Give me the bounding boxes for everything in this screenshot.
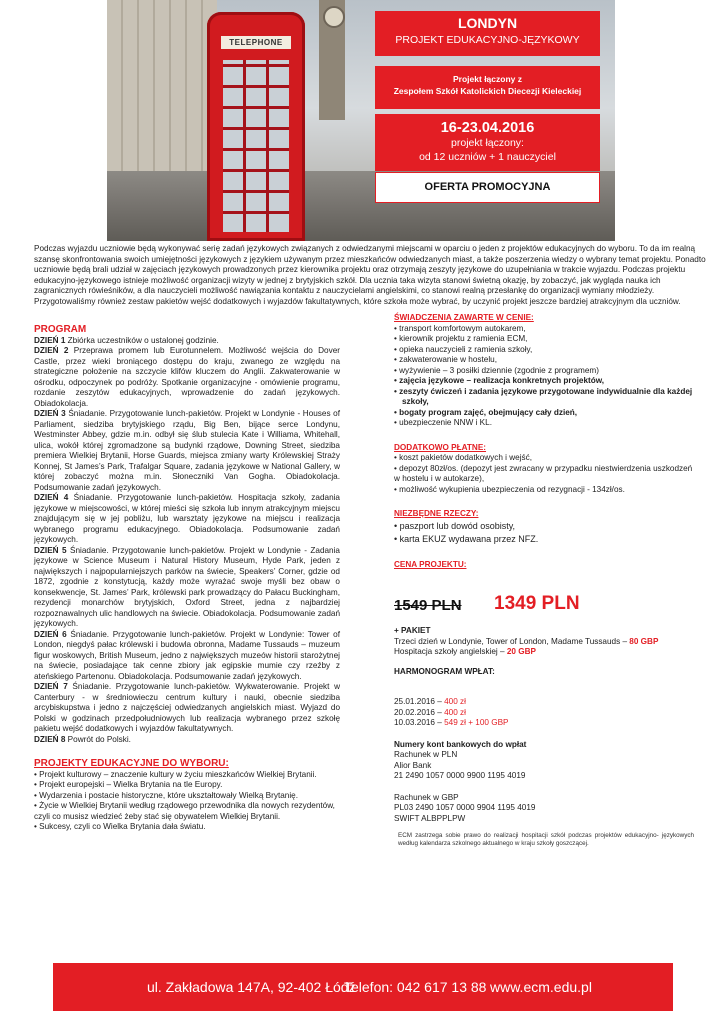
extra-fees-list bbox=[394, 453, 694, 495]
payments-heading: HARMONOGRAM WPŁAT: bbox=[394, 666, 495, 676]
dates-box bbox=[375, 114, 600, 171]
projects-list bbox=[34, 770, 340, 833]
account-line: PL03 2490 1057 0000 9904 1195 4019 bbox=[394, 803, 536, 812]
day-label: DZIEŃ 5 bbox=[34, 545, 67, 555]
package-heading: + PAKIET bbox=[394, 626, 431, 635]
day-text: Śniadanie. Przygotowanie lunch-pakietów. Projekt w Londynie - Houses of Parliament, siedziba brytyjskiego rządu, Big Ben, bijące serce Londynu, Westminster Abbey, gdzie m.in. odbył się ślub stulecia Kate i Williama, Whitehall, ulica, wokół której zgromadzone są budynki rządowe, Downing Street, siedziba premiera Wielkiej Brytanii, Horse Guards, miejsca zmiany warty Królewskiej Straży Konnej, St James’s Park, Trafalgar Square, zadania językowe w National Gallery, w której zobaczyć można m.in. Słoneczniki Van Gogha. Obiadokolacja. Podsumowanie zadań językowych. bbox=[34, 409, 340, 492]
extra-fee-item: • możliwość wykupienia ubezpieczenia od rezygnacji - 134zł/os. bbox=[394, 484, 625, 494]
needed-heading: NIEZBĘDNE RZECZY: bbox=[394, 509, 479, 518]
included-item: • zeszyty ćwiczeń i zadania językowe przygotowane indywidualnie dla każdej szkoły, bbox=[394, 386, 693, 406]
account-pln bbox=[394, 750, 694, 782]
projects-heading: PROJEKTY EDUKACYJNE DO WYBORU: bbox=[34, 758, 229, 769]
hospitation-note: ECM zastrzega sobie prawo do realizacji hospitacji szkół podczas projektów edukacyjno- językowych według kalendarza szkolnego aktualnego w kraju szkoły goszczącej. bbox=[398, 832, 694, 847]
program-day bbox=[34, 682, 340, 735]
account-line: Rachunek w GBP bbox=[394, 792, 459, 802]
payments-list bbox=[394, 697, 694, 729]
included-item: • wyżywienie – 3 posiłki dziennie (zgodnie z programem) bbox=[394, 365, 599, 375]
included-item: • zakwaterowanie w hostelu, bbox=[394, 355, 497, 364]
payment-date: 20.02.2016 – bbox=[394, 707, 445, 717]
payment-amount: 549 zł + 100 GBP bbox=[444, 718, 509, 727]
trip-subtitle: PROJEKT EDUKACYJNO-JĘZYKOWY bbox=[395, 34, 580, 46]
info-column bbox=[394, 313, 694, 570]
program-day bbox=[34, 735, 340, 746]
partner-box bbox=[375, 66, 600, 109]
included-heading: ŚWIADCZENIA ZAWARTE W CENIE: bbox=[394, 313, 534, 322]
day-text: Zbiórka uczestników o ustalonej godzinie. bbox=[65, 335, 219, 345]
package-price: 20 GBP bbox=[506, 647, 536, 656]
extra-fee-item: • depozyt 80zł/os. (depozyt jest zwracany w przypadku niestwierdzenia uszkodzeń w hostelu i w autokarze), bbox=[394, 463, 693, 483]
program-day bbox=[34, 336, 340, 347]
package-price: 80 GBP bbox=[629, 636, 659, 646]
day-text: Przeprawa promem lub Eurotunnelem. Możliwość wejścia do Dover Castle, przez wieki broniącego dostępu do kraju, zwanego ze względu na strategiczne położenie na szczycie klifów kluczem do Anglii. Zakwaterowanie w ośrodku, odpoczynek po podróży. Spotkanie organizacyjne - omówienie programu, rozdanie zeszytów edukacyjnych, wprowadzenie do zadań językowych. Obiadokolacja. bbox=[34, 346, 340, 408]
included-item: • kierownik projektu z ramienia ECM, bbox=[394, 334, 528, 343]
program-column bbox=[34, 325, 340, 833]
day-text: Śniadanie. Przygotowanie lunch-pakietów. Projekt w Londynie - Zadania językowe w Science Museum i Natural History Museum, Hyde Park, jeden z największych i najpopularniejszych parków na świecie, Speakers’ Corner, gdzie od 1872, zgodnie z konstytucją, każdy może wyrażać swoje myśli bez obaw o konsekwencje, St. James’ Park, królewski park prowadzący do Pałacu Buckingham, rezydencji monarchów brytyjskich, Oxford Street, jedna z najbardziej rozpoznawalnych ulic handlowych na świecie. Obiadokolacja. Podsumowanie zadań językowych. bbox=[34, 545, 340, 628]
day-label: DZIEŃ 7 bbox=[34, 682, 68, 691]
trip-dates: 16-23.04.2016 bbox=[440, 120, 535, 136]
project-item: • Życie w Wielkiej Brytanii według rządowego przewodnika dla nowych rezydentów, czyli co musisz wiedzieć żeby stać się obywatelem Wielkiej Brytanii. bbox=[34, 801, 335, 821]
promo-box bbox=[375, 172, 600, 203]
account-line: 21 2490 1057 0000 9900 1195 4019 bbox=[394, 771, 526, 780]
day-label: DZIEŃ 8 bbox=[34, 734, 66, 744]
package-text: Trzeci dzień w Londynie, Tower of London, Madame Tussauds – bbox=[394, 636, 630, 646]
account-line: SWIFT ALBPPLPW bbox=[394, 813, 466, 823]
telephone-sign: TELEPHONE bbox=[221, 36, 291, 49]
account-line: Rachunek w PLN bbox=[394, 750, 458, 759]
included-item: • opieka nauczycieli z ramienia szkoły, bbox=[394, 344, 533, 354]
accounts-heading: Numery kont bankowych do wpłat bbox=[394, 739, 527, 749]
title-box bbox=[375, 11, 600, 56]
day-label: DZIEŃ 6 bbox=[34, 629, 67, 639]
footer-address: ul. Zakładowa 147A, 92-402 Łódź bbox=[147, 979, 356, 995]
footer-website[interactable]: www.ecm.edu.pl bbox=[490, 979, 592, 995]
included-item: • zajęcia językowe – realizacja konkretnych projektów, bbox=[394, 376, 605, 385]
project-item: • Sukcesy, czyli co Wielka Brytania dała światu. bbox=[34, 822, 206, 831]
clock-face bbox=[323, 6, 345, 28]
day-label: DZIEŃ 2 bbox=[34, 346, 69, 355]
payment-item bbox=[394, 708, 694, 719]
payment-item bbox=[394, 697, 694, 708]
program-heading: PROGRAM bbox=[34, 324, 87, 335]
payment-amount: 400 zł bbox=[444, 707, 466, 717]
program-day bbox=[34, 409, 340, 493]
project-item: • Wydarzenia i postacie historyczne, które ukształtowały Wielką Brytanię. bbox=[34, 790, 298, 800]
account-line: Alior Bank bbox=[394, 760, 432, 770]
program-day bbox=[34, 346, 340, 409]
package-text: Hospitacja szkoły angielskiej – bbox=[394, 647, 507, 656]
package-line bbox=[394, 637, 694, 648]
included-item: • ubezpieczenie NNW i KL. bbox=[394, 418, 492, 427]
booth-window-bars bbox=[223, 60, 289, 232]
payment-item bbox=[394, 718, 694, 729]
included-item: • transport komfortowym autokarem, bbox=[394, 323, 526, 333]
day-label: DZIEŃ 3 bbox=[34, 409, 66, 418]
payment-date: 10.03.2016 – bbox=[394, 718, 445, 727]
group-line-1: projekt łączony: bbox=[451, 137, 524, 149]
account-gbp bbox=[394, 793, 694, 825]
extra-fees-heading: DODATKOWO PŁATNE: bbox=[394, 442, 487, 452]
price-block bbox=[394, 593, 694, 619]
old-price: 1549 PLN bbox=[394, 597, 462, 614]
lower-info bbox=[394, 626, 694, 848]
project-item: • Projekt europejski – Wielka Brytania na tle Europy. bbox=[34, 780, 223, 789]
program-day bbox=[34, 546, 340, 630]
payment-amount: 400 zł bbox=[444, 697, 466, 706]
payment-date: 25.01.2016 – bbox=[394, 697, 445, 706]
needed-item: • paszport lub dowód osobisty, bbox=[394, 520, 516, 531]
extra-fee-item: • koszt pakietów dodatkowych i wejść, bbox=[394, 453, 533, 462]
trip-title: LONDYN bbox=[457, 15, 518, 31]
day-text: Śniadanie. Przygotowanie lunch-pakietów. Projekt w Londynie: Tower of London, niegdyś pałac królewski i budowla obronna, Madame Tussauds – muzeum figur woskowych, British Museum, jedno z największych muzeów historii starożytnej na świecie, posiadające tak cenne zbiory jak egipskie mumie czy rzeźby z ateńskiego Partenonu. Obiadokolacja. Podsumowanie zadań językowych. bbox=[34, 629, 340, 681]
footer-phone[interactable]: Telefon: 042 617 13 88 bbox=[344, 979, 487, 995]
intro-paragraph: Podczas wyjazdu uczniowie będą wykonywać serię zadań językowych związanych z odwiedzanymi miejscami w oparciu o jeden z projektów edukacyjnych do wyboru. To da im realną szansę skonfrontowania swoich umiejętności językowych z językiem używanym przez mieszkańców odwiedzanych miast, a także poszerzenia wiedzy o wybrany temat projektu. Ponadto uczniowie będą brali udział w zajęciach językowych prowadzonych przez kierownika projektu oraz otrzymają zeszyty językowe do uzupełniania w trakcie wyjazdu. Podczas projektu edukacyjno-językowego istnieje możliwość organizacji wizyty w jednej z brytyjskich szkół. Dla ucznia taka wizyta stanowi świetną okazję, by zobaczyć, jak wygląda nauka ich zagranicznych rówieśników, a dla nauczycieli możliwość nawiązania kontaktu z nauczycielami angielskimi, co stanowi realną przesłankę do organizacji wymiany młodzieży. Przygotowaliśmy również zestaw pakietów wejść dodatkowych i wyjazdów fakultatywnych, które szkoła może wybrać, by uczynić projekt jeszcze bardziej atrakcyjnym dla uczniów. bbox=[34, 244, 706, 306]
program-day bbox=[34, 630, 340, 683]
partner-line-1: Projekt łączony z bbox=[453, 74, 522, 84]
day-text: Śniadanie. Przygotowanie lunch-pakietów. Hospitacja szkoły, zadania językowe w miejscowości, w której mieści się szkoła lub innym atrakcyjnym miejscu znajdującym się w jej pobliżu, lub warsztaty językowe na miejscu i realizacja wybranego programu edukacyjnego. Obiadokolacja. Podsumowanie zadań językowych. bbox=[34, 493, 340, 544]
group-line-2: od 12 uczniów + 1 nauczyciel bbox=[419, 151, 556, 163]
package-line bbox=[394, 647, 694, 658]
project-item: • Projekt kulturowy – znaczenie kultury w życiu mieszkańców Wielkiej Brytanii. bbox=[34, 769, 317, 779]
telephone-booth bbox=[207, 12, 305, 241]
needed-item: • karta EKUZ wydawana przez NFZ. bbox=[394, 533, 539, 544]
footer-bar bbox=[53, 963, 673, 1011]
needed-list bbox=[394, 520, 694, 546]
day-text: Powrót do Polski. bbox=[65, 734, 131, 744]
day-label: DZIEŃ 4 bbox=[34, 493, 69, 502]
day-text: Śniadanie. Przygotowanie lunch-pakietów. Wykwaterowanie. Projekt w Canterbury - w średniowieczu centrum kultury i nauki, obecnie siedziba arcybiskupstwa i jedno z najczęściej odwiedzanych angielskich miast. Wyjazd do Polski w godzinach przedpołudniowych lub realizacja wybranego przez szkołę pakietu wejść dodatkowych i wyjazdów fakultatywnych. bbox=[34, 682, 340, 733]
partner-line-2: Zespołem Szkół Katolickich Diecezji Kieleckiej bbox=[393, 86, 582, 96]
program-day bbox=[34, 493, 340, 546]
included-list bbox=[394, 324, 694, 429]
program-days bbox=[34, 336, 340, 746]
price-heading: CENA PROJEKTU: bbox=[394, 559, 467, 569]
included-item: • bogaty program zajęć, obejmujący cały dzień, bbox=[394, 407, 578, 417]
new-price: 1349 PLN bbox=[494, 593, 580, 614]
promo-label: OFERTA PROMOCYJNA bbox=[424, 181, 551, 193]
day-label: DZIEŃ 1 bbox=[34, 335, 66, 345]
